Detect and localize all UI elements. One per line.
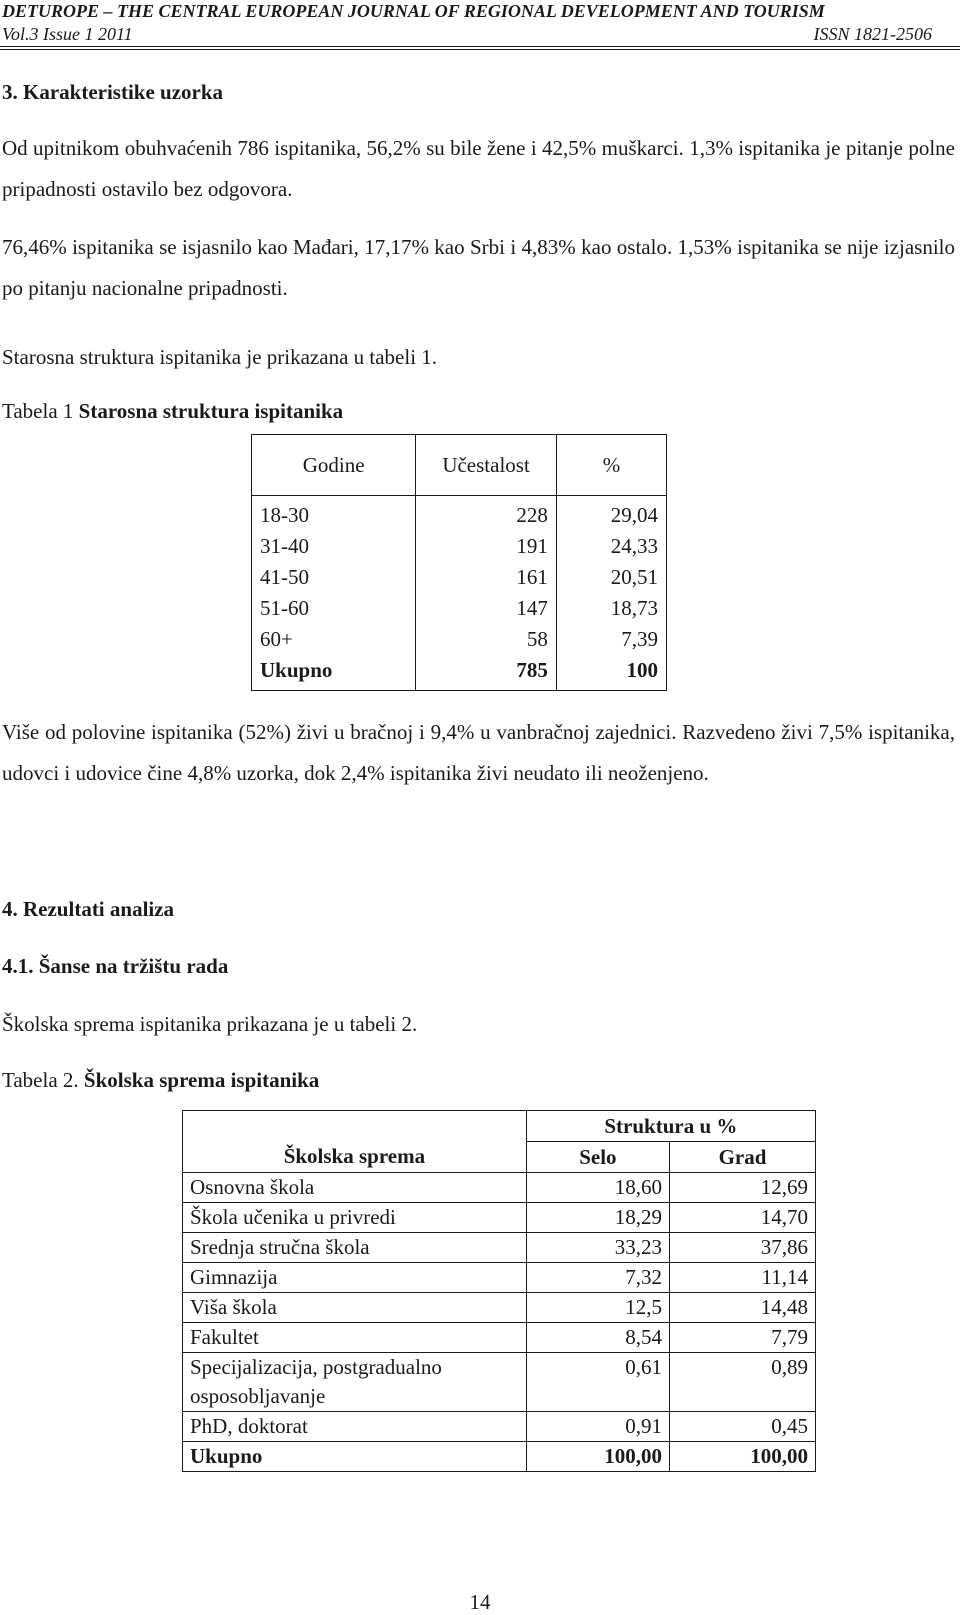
table2-cell-city: 7,79 [669,1323,815,1353]
table2-cell-education: Gimnazija [183,1263,527,1293]
table1-caption [2,399,343,423]
paragraph-marital-status: Više od polovine ispitanika (52%) živi u bračnoj i 9,4% u vanbračnoj zajednici. Razvedeno živi 7,5% ispitanika, udovci i udovice čine 4,8% uzorka, dok 2,4% ispitanika živi neudato ili neoženjeno. [2,720,955,785]
paragraph-table1-reference: Starosna struktura ispitanika je prikazana u tabeli 1. [2,345,438,369]
table1-cell-frequency: 228 [416,496,557,532]
table2-cell-city: 0,45 [669,1412,815,1442]
section-4-heading: 4. Rezultati analiza [2,897,175,921]
section-3-heading: 3. Karakteristike uzorka [2,80,224,104]
table-row [252,624,667,655]
table2-cell-education: Specijalizacija, postgradualno osposobljavanje [183,1353,527,1412]
table-row [183,1293,816,1323]
paragraph-table2-reference: Školska sprema ispitanika prikazana je u tabeli 2. [2,1012,418,1036]
paragraph-sample-gender: Od upitnikom obuhvaćenih 786 ispitanika, 56,2% su bile žene i 42,5% muškarci. 1,3% ispitanika je pitanje polne pripadnosti ostavilo bez odgovora. [2,136,955,201]
table1-cell-age: 31-40 [252,531,416,562]
table2-cell-education: Osnovna škola [183,1173,527,1203]
table-row [252,562,667,593]
table1-cell-age: 18-30 [252,496,416,532]
table2-caption-title: Školska sprema ispitanika [83,1068,320,1092]
table2-cell-education: PhD, doktorat [183,1412,527,1442]
table2-cell-city: 37,86 [669,1233,815,1263]
table2-cell-education: Škola učenika u privredi [183,1203,527,1233]
table-row [183,1263,816,1293]
table1-total-label: Ukupno [252,655,416,691]
table2-header-row [183,1142,816,1173]
table1-header-frequency: Učestalost [416,435,557,496]
table2-cell-city: 12,69 [669,1173,815,1203]
table1-caption-prefix: Tabela 1 [2,399,79,423]
table1-cell-age: 60+ [252,624,416,655]
table-row [252,531,667,562]
table2-cell-village: 18,60 [526,1173,669,1203]
table2-header-village: Selo [526,1142,669,1173]
journal-volume: Vol.3 Issue 1 2011 [2,24,133,44]
table-row [183,1233,816,1263]
table2-cell-city: 0,89 [669,1353,815,1412]
table1-cell-age: 51-60 [252,593,416,624]
section-4-1-heading: 4.1. Šanse na tržištu rada [2,954,229,978]
table2-caption [2,1068,319,1092]
table1-total-row [252,655,667,691]
table2-header-blank [183,1111,527,1142]
table1-cell-percent: 18,73 [556,593,666,624]
table2-header-education: Školska sprema [183,1142,527,1173]
education-table [182,1110,816,1472]
table2-cell-village: 0,91 [526,1412,669,1442]
table-row [252,496,667,532]
page-number: 14 [469,1590,491,1614]
paragraph-sample-nationality: 76,46% ispitanika se isjasnilo kao Mađari, 17,17% kao Srbi i 4,83% kao ostalo. 1,53% ispitanika se nije izjasnilo po pitanju nacionalne pripadnosti. [2,235,955,300]
table1-cell-percent: 24,33 [556,531,666,562]
table1-cell-percent: 20,51 [556,562,666,593]
table-row [183,1412,816,1442]
table2-group-header: Struktura u % [526,1111,815,1142]
table1-cell-frequency: 161 [416,562,557,593]
age-structure-table [251,434,667,691]
table2-total-row [183,1442,816,1472]
table2-header-city: Grad [669,1142,815,1173]
table2-cell-village: 0,61 [526,1353,669,1412]
table2-cell-village: 18,29 [526,1203,669,1233]
table-row [183,1203,816,1233]
table1-cell-frequency: 147 [416,593,557,624]
table2-cell-city: 14,70 [669,1203,815,1233]
table1-header-row [252,435,667,496]
table-row [252,593,667,624]
table1-caption-title: Starosna struktura ispitanika [78,399,344,423]
header-rule-top [0,46,960,47]
table2-cell-education: Fakultet [183,1323,527,1353]
table2-total-city: 100,00 [669,1442,815,1472]
table-row [183,1353,816,1412]
table2-cell-city: 11,14 [669,1263,815,1293]
table2-cell-village: 8,54 [526,1323,669,1353]
table-row [183,1173,816,1203]
table1-cell-age: 41-50 [252,562,416,593]
table2-caption-prefix: Tabela 2. [2,1068,84,1092]
journal-issn: ISSN 1821-2506 [813,24,932,44]
journal-title: DETUROPE – THE CENTRAL EUROPEAN JOURNAL OF REGIONAL DEVELOPMENT AND TOURISM [2,1,825,21]
table2-cell-village: 33,23 [526,1233,669,1263]
table-row [183,1323,816,1353]
table2-group-header-row [183,1111,816,1142]
table2-cell-education: Viša škola [183,1293,527,1323]
table1-header-percent: % [556,435,666,496]
table2-cell-village: 12,5 [526,1293,669,1323]
table2-total-label: Ukupno [183,1442,527,1472]
table1-total-percent: 100 [556,655,666,691]
table1-cell-percent: 7,39 [556,624,666,655]
table2-cell-village: 7,32 [526,1263,669,1293]
table1-total-frequency: 785 [416,655,557,691]
header-rule-bottom [0,49,960,50]
table1-cell-frequency: 191 [416,531,557,562]
table1-header-age: Godine [252,435,416,496]
table1-cell-percent: 29,04 [556,496,666,532]
table2-cell-city: 14,48 [669,1293,815,1323]
table2-cell-education: Srednja stručna škola [183,1233,527,1263]
table2-total-village: 100,00 [526,1442,669,1472]
table1-cell-frequency: 58 [416,624,557,655]
